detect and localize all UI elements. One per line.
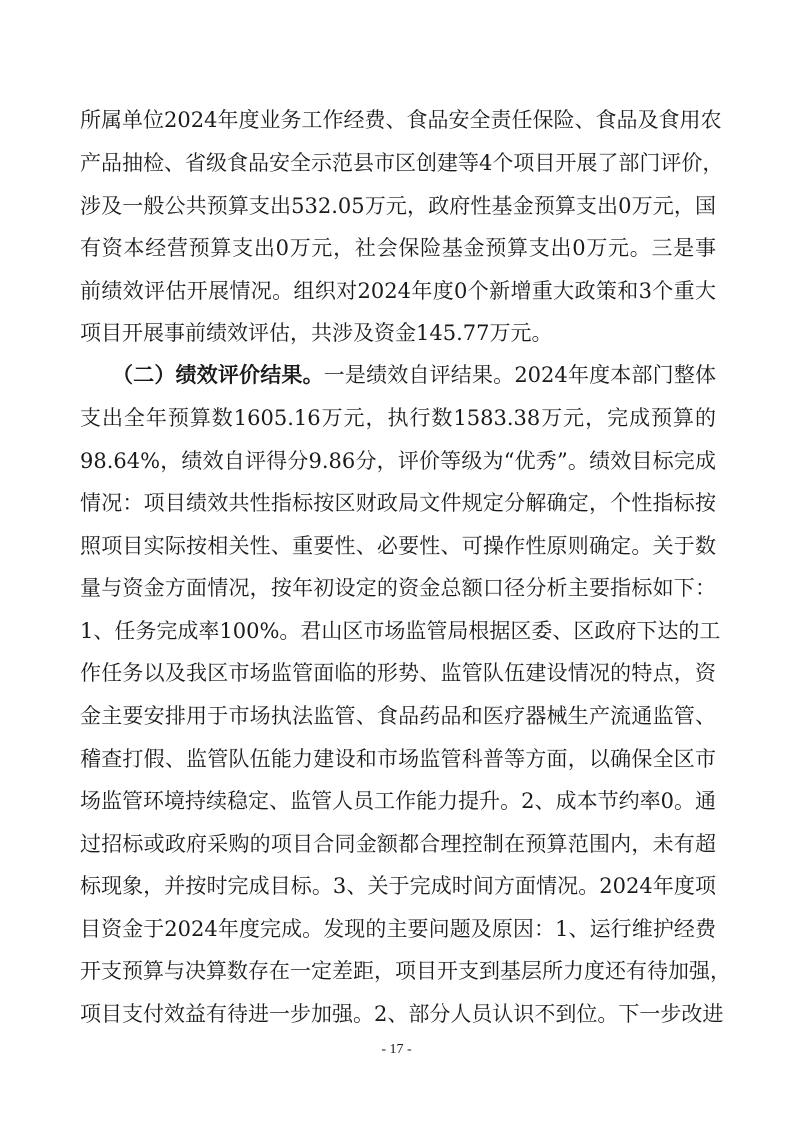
text-line: 项目支付效益有待进一步加强。2、部分人员认识不到位。下一步改进 xyxy=(80,1002,724,1026)
text-line: 过招标或政府采购的项目合同金额都合理控制在预算范围内，未有超 xyxy=(80,832,716,856)
text-line: 照项目实际按相关性、重要性、必要性、可操作性原则确定。关于数 xyxy=(80,534,716,558)
section-heading-rest: 一是绩效自评结果。2024年度本部门整体 xyxy=(323,363,716,387)
text-line: 有资本经营预算支出0万元，社会保险基金预算支出0万元。三是事 xyxy=(80,236,716,260)
text-line: 稽查打假、监管队伍能力建设和市场监管科普等方面，以确保全区市 xyxy=(80,747,716,771)
section-heading: （二）绩效评价结果。 xyxy=(112,362,324,387)
text-line: 支出全年预算数1605.16万元，执行数1583.38万元，完成预算的 xyxy=(80,406,716,430)
section-heading-line xyxy=(112,360,716,390)
page-number: - 17 - xyxy=(381,1042,412,1057)
text-line: 场监管环境持续稳定、监管人员工作能力提升。2、成本节约率0。通 xyxy=(80,789,716,813)
text-line: 1、任务完成率100%。君山区市场监管局根据区委、区政府下达的工 xyxy=(80,619,721,643)
text-line: 98.64%，绩效自评得分9.86分，评价等级为“优秀”。绩效目标完成 xyxy=(80,449,716,473)
text-line: 产品抽检、省级食品安全示范县市区创建等4个项目开展了部门评价， xyxy=(80,151,724,175)
text-line: 前绩效评估开展情况。组织对2024年度0个新增重大政策和3个重大 xyxy=(80,279,716,303)
text-line: 标现象，并按时完成目标。3、关于完成时间方面情况。2024年度项 xyxy=(80,874,716,898)
text-line: 项目开展事前绩效评估，共涉及资金145.77万元。 xyxy=(80,321,553,345)
text-line: 目资金于2024年度完成。发现的主要问题及原因：1、运行维护经费 xyxy=(80,917,716,941)
text-line: 涉及一般公共预算支出532.05万元，政府性基金预算支出0万元，国 xyxy=(80,194,716,218)
text-line: 所属单位2024年度业务工作经费、食品安全责任保险、食品及食用农 xyxy=(80,108,722,132)
text-line: 作任务以及我区市场监管面临的形势、监管队伍建设情况的特点，资 xyxy=(80,661,716,685)
text-line: 开支预算与决算数存在一定差距，项目开支到基层所力度还有待加强， xyxy=(80,959,731,983)
text-line: 金主要安排用于市场执法监管、食品药品和医疗器械生产流通监管、 xyxy=(80,704,716,728)
text-line: 情况：项目绩效共性指标按区财政局文件规定分解确定，个性指标按 xyxy=(80,491,716,515)
text-line: 量与资金方面情况，按年初设定的资金总额口径分析主要指标如下： xyxy=(80,576,716,600)
